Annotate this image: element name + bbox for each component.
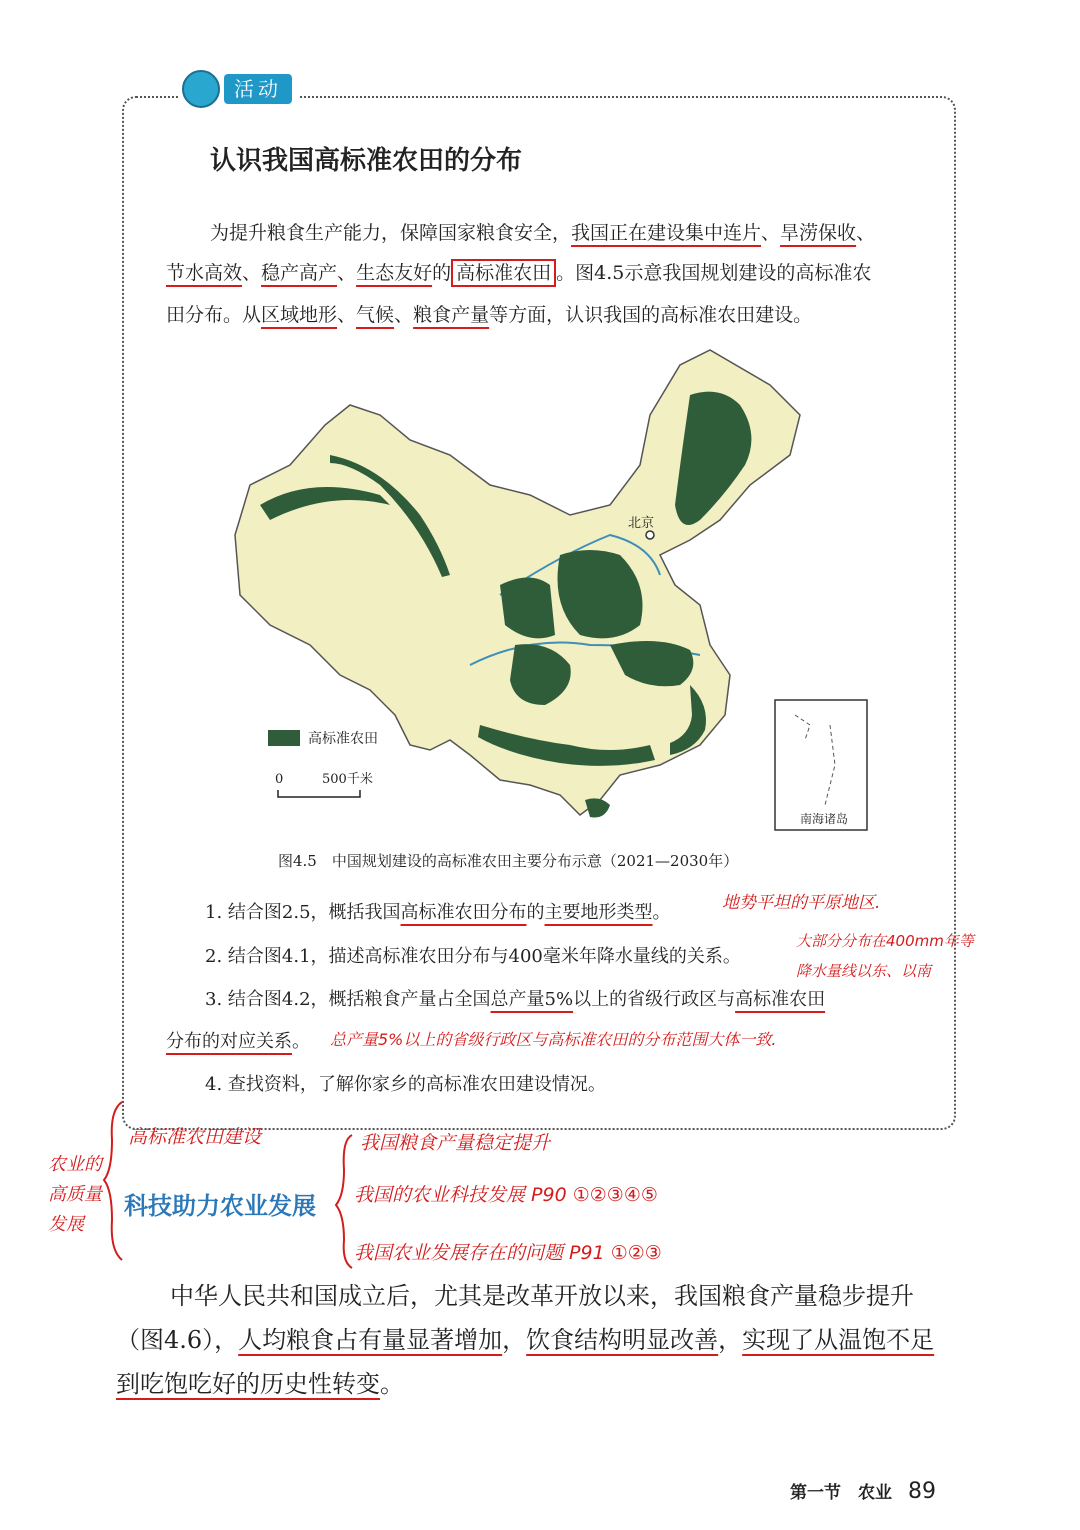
note-left-1: 农业的	[48, 1154, 102, 1175]
handwritten-answer-2a: 大部分分布在400mm年等	[796, 932, 974, 950]
left-brace	[104, 1102, 122, 1260]
beijing-marker	[646, 531, 654, 539]
highlight-box: 高标准农田	[451, 259, 556, 287]
legend-swatch	[268, 730, 300, 746]
map-svg	[230, 345, 870, 845]
intro-line-1: 为提升粮食生产能力，保障国家粮食安全，我国正在建设集中连片、旱涝保收、	[210, 222, 876, 244]
question-1: 1. 结合图2.5，概括我国高标准农田分布的主要地形类型。	[205, 902, 671, 923]
question-3: 3. 结合图4.2，概括粮食产量占全国总产量5%以上的省级行政区与高标准农田	[205, 989, 826, 1010]
activity-badge-label: 活动	[224, 74, 292, 104]
note-left-2: 高质量	[48, 1184, 102, 1205]
capital-label: 北京	[628, 516, 655, 531]
question-3-cont: 分布的对应关系。	[166, 1031, 310, 1052]
inset-label: 南海诸岛	[800, 812, 849, 826]
body-line-1: 中华人民共和国成立后，尤其是改革开放以来，我国粮食产量稳步提升	[170, 1282, 914, 1310]
farmland-hainan	[585, 798, 610, 817]
note-left-3: 发展	[48, 1214, 84, 1235]
page-number: 89	[908, 1479, 936, 1504]
figure-caption: 图4.5 中国规划建设的高标准农田主要分布示意（2021—2030年）	[278, 852, 739, 870]
right-brace	[336, 1135, 352, 1268]
page-footer	[790, 1478, 936, 1504]
body-line-3: 到吃饱吃好的历史性转变。	[116, 1370, 404, 1398]
activity-title: 认识我国高标准农田的分布	[210, 146, 523, 176]
scale-zero: 0	[275, 772, 284, 787]
handwritten-answer-3: 总产量5%以上的省级行政区与高标准农田的分布范围大体一致.	[330, 1030, 777, 1049]
activity-icon	[182, 70, 220, 108]
china-farmland-map	[230, 345, 870, 845]
note-top-branch: 高标准农田建设	[128, 1126, 262, 1148]
scale-bar	[278, 790, 360, 797]
activity-badge	[178, 68, 298, 110]
intro-line-3: 田分布。从区域地形、气候、粮食产量等方面，认识我国的高标准农田建设。	[166, 304, 813, 326]
question-2: 2. 结合图4.1，描述高标准农田分布与400毫米年降水量线的关系。	[205, 946, 741, 967]
legend-label: 高标准农田	[308, 731, 378, 747]
note-branch-1: 我国粮食产量稳定提升	[360, 1132, 551, 1154]
note-branch-2: 我国的农业科技发展 P90 ①②③④⑤	[354, 1184, 658, 1206]
note-branch-3: 我国农业发展存在的问题 P91 ①②③	[354, 1242, 662, 1264]
handwritten-answer-2b: 降水量线以东、以南	[796, 962, 932, 980]
scale-label: 500千米	[322, 772, 373, 787]
intro-line-2: 节水高效、稳产高产、生态友好的 高标准农田 。图4.5示意我国规划建设的高标准农	[166, 258, 871, 285]
question-4: 4. 查找资料，了解你家乡的高标准农田建设情况。	[205, 1074, 606, 1095]
body-line-2: （图4.6），人均粮食占有量显著增加，饮食结构明显改善，实现了从温饱不足	[116, 1326, 935, 1354]
section-title: 科技助力农业发展	[124, 1192, 316, 1220]
handwritten-answer-1: 地势平坦的平原地区.	[722, 893, 881, 913]
footer-section: 第一节 农业	[790, 1483, 892, 1503]
